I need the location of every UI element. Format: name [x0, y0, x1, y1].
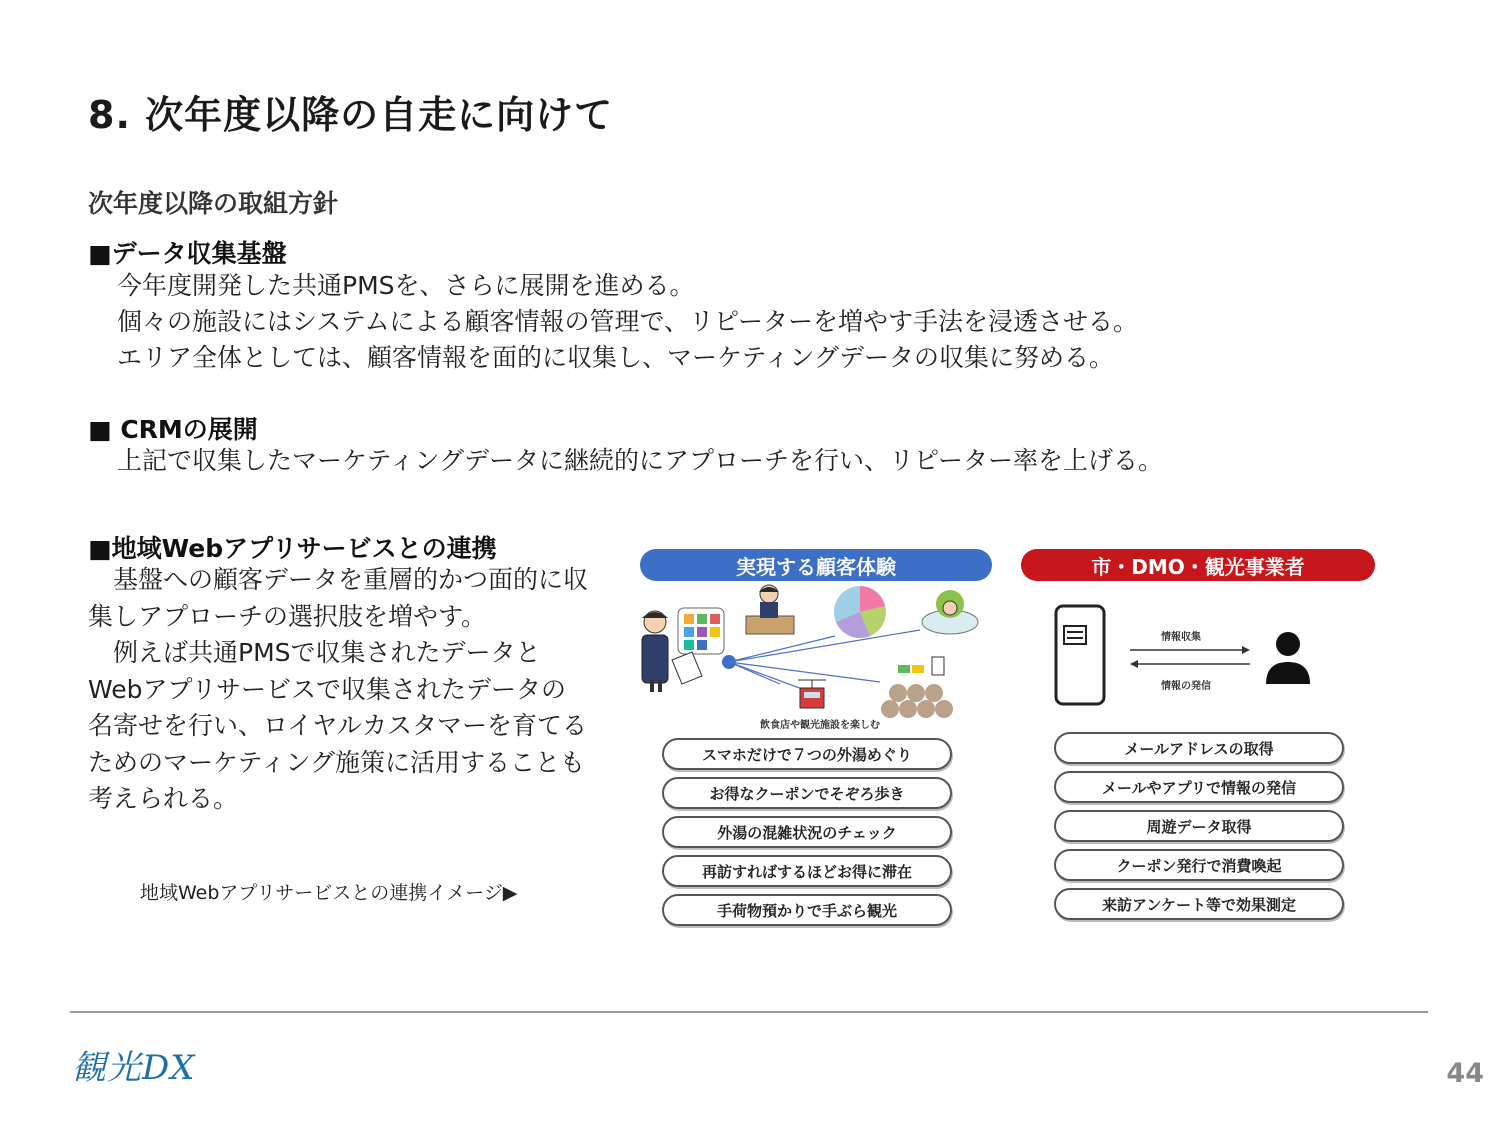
page-title: 8. 次年度以降の自走に向けて: [88, 93, 614, 137]
info-send-label: 情報の発信: [1161, 681, 1211, 692]
crm-line-1: 上記で収集したマーケティングデータに継続的にアプローチを行い、リピーター率を上げる。: [117, 446, 1164, 475]
app-icons-cloud: [678, 608, 724, 654]
experience-item: お得なクーポンでそぞろ歩き: [662, 777, 952, 809]
ropeway-icon: [798, 680, 826, 708]
integration-diagram: [630, 540, 1390, 940]
experience-item: 手荷物預かりで手ぶら観光: [662, 894, 952, 926]
diagram-caption: 地域Webアプリサービスとの連携イメージ▶: [140, 882, 518, 904]
hot-spring-icon: [922, 590, 978, 634]
customer-experience-list: [662, 738, 952, 926]
info-collect-label: 情報収集: [1161, 632, 1201, 643]
illustration-caption: 飲食店や観光施設を楽しむ: [760, 720, 880, 731]
customer-experience-illustration: [630, 580, 1000, 730]
data-platform-line-1: 今年度開発した共通PMSを、さらに展開を進める。: [117, 271, 695, 300]
smartphone-icon: [1056, 606, 1104, 704]
action-item: 来訪アンケート等で効果測定: [1054, 888, 1344, 920]
experience-item: スマホだけで７つの外湯めぐり: [662, 738, 952, 770]
kanko-dx-logo: [72, 1040, 195, 1089]
data-platform-line-2: 個々の施設にはシステムによる顧客情報の管理で、リピーターを増やす手法を浸透させる。: [117, 307, 1139, 336]
action-item: メールアドレスの取得: [1054, 732, 1344, 764]
action-item: メールやアプリで情報の発信: [1054, 771, 1344, 803]
action-item: 周遊データ取得: [1054, 810, 1344, 842]
footer-divider: [70, 1011, 1428, 1013]
section-subtitle: 次年度以降の取組方針: [88, 189, 339, 218]
person-icon: [1266, 632, 1310, 684]
web-app-heading: ■地域Webアプリサービスとの連携: [88, 534, 497, 563]
experience-item: 外湯の混雑状況のチェック: [662, 816, 952, 848]
web-app-para-1: 基盤への顧客データを重層的かつ面的に収集しアプローチの選択肢を増やす。: [88, 565, 589, 631]
action-item: クーポン発行で消費喚起: [1054, 849, 1344, 881]
experience-item: 再訪すればするほどお得に滞在: [662, 855, 952, 887]
data-platform-heading: ■データ収集基盤: [88, 239, 287, 268]
logo-text: 観光DX: [72, 1048, 196, 1088]
food-icons: [881, 657, 953, 718]
data-platform-line-3: エリア全体としては、顧客情報を面的に収集し、マーケティングデータの収集に努める。: [117, 343, 1115, 372]
reception-staff-icon: [746, 585, 794, 634]
pie-chart-icon: [834, 586, 886, 638]
right-header-pill: 市・DMO・観光事業者: [1021, 549, 1375, 581]
crm-heading: ■ CRMの展開: [88, 415, 258, 444]
page-number: 44: [1446, 1058, 1484, 1089]
business-actions-list: [1054, 732, 1344, 920]
left-header-pill: 実現する顧客体験: [640, 549, 992, 581]
web-app-paragraph: [88, 562, 588, 818]
web-app-para-2: 例えば共通PMSで収集されたデータとWebアプリサービスで収集されたデータの名寄せを行い、ロイヤルカスタマーを育てるためのマーケティング施策に活用することも考えられる。: [88, 638, 588, 813]
tourist-icon: [642, 611, 668, 692]
business-illustration: [1050, 602, 1310, 712]
